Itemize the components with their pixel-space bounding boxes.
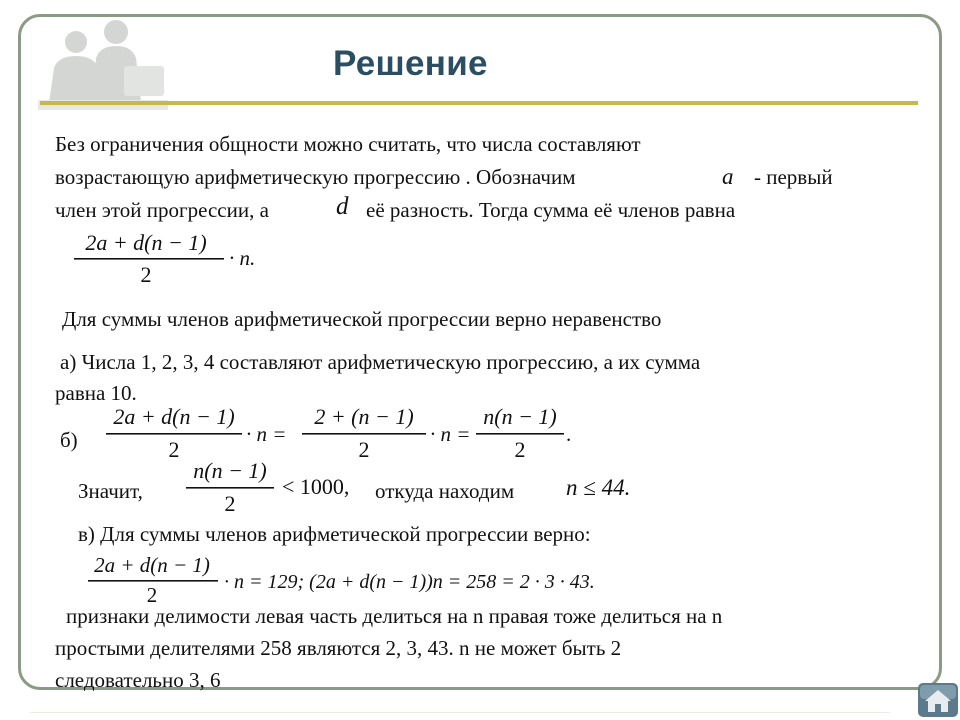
conclusion-line-1: признаки делимости левая часть делиться на n правая тоже делиться на n xyxy=(66,604,723,628)
inequality-denominator: 2 xyxy=(224,491,236,516)
variable-a: a xyxy=(722,164,734,189)
part-b-times-n-2: · n = xyxy=(430,422,471,446)
part-c-denominator: 2 xyxy=(146,583,158,607)
part-b-numerator-3: n(n − 1) xyxy=(483,404,557,429)
therefore-label: Значит, xyxy=(78,479,143,503)
footer-divider xyxy=(30,712,890,713)
paragraph-line-1: Без ограничения общности можно считать, что числа составляют xyxy=(55,132,641,156)
paragraph-line-2 xyxy=(55,167,576,188)
inequality-intro: Для суммы членов арифметической прогрессии верно неравенство xyxy=(62,307,662,331)
fraction-bar xyxy=(74,258,224,260)
sum-formula xyxy=(66,226,276,288)
part-b-denominator-1: 2 xyxy=(168,437,180,462)
part-c-equation-tail: · n = 129; (2a + d(n − 1))n = 258 = 2 · 3 · 43. xyxy=(224,571,595,593)
part-c-equation xyxy=(86,550,676,610)
title-underline xyxy=(40,101,918,105)
part-b-denominator-2: 2 xyxy=(358,437,370,462)
paragraph-line-2-text: возрастающую арифметическую прогрессию . Обозначим xyxy=(55,165,576,189)
part-c-numerator: 2a + d(n − 1) xyxy=(94,553,210,577)
sum-formula-numerator: 2a + d(n − 1) xyxy=(85,230,207,255)
home-icon[interactable] xyxy=(917,682,959,718)
inequality-numerator: n(n − 1) xyxy=(193,458,267,483)
paragraph-line-3-tail: её разность. Тогда сумма её членов равна xyxy=(366,198,736,222)
inequality-bound: < 1000, xyxy=(282,474,350,499)
paragraph-line-3: член этой прогрессии, а xyxy=(55,198,269,222)
conclusion-line-2: простыми делителями 258 являются 2, 3, 43. n не может быть 2 xyxy=(55,636,622,660)
inequality-formula xyxy=(186,454,376,516)
part-a-line-2: равна 10. xyxy=(55,381,137,405)
part-b-numerator-2: 2 + (n − 1) xyxy=(314,404,414,429)
sum-formula-times-n: · n. xyxy=(229,246,256,270)
part-c-line: в) Для суммы членов арифметической прогрессии верно: xyxy=(78,522,591,546)
part-b-label: б) xyxy=(60,428,78,452)
variable-d: d xyxy=(336,193,349,220)
conclusion-line-3: следовательно 3, 6 xyxy=(55,668,221,692)
part-b-period: . xyxy=(566,422,572,446)
part-b-denominator-3: 2 xyxy=(514,437,526,462)
n-bound: n ≤ 44. xyxy=(566,475,631,500)
business-people-silhouette-icon xyxy=(38,18,168,110)
part-a-line-1: а) Числа 1, 2, 3, 4 составляют арифметическую прогрессию, а их сумма xyxy=(60,350,701,374)
whence-label: откуда находим xyxy=(375,479,515,503)
part-b-numerator-1: 2a + d(n − 1) xyxy=(113,404,235,429)
paragraph-line-2-tail: - первый xyxy=(754,165,833,189)
slide-title: Решение xyxy=(333,44,488,83)
part-b-times-n-1: · n = xyxy=(246,422,287,446)
sum-formula-denominator: 2 xyxy=(140,262,152,287)
